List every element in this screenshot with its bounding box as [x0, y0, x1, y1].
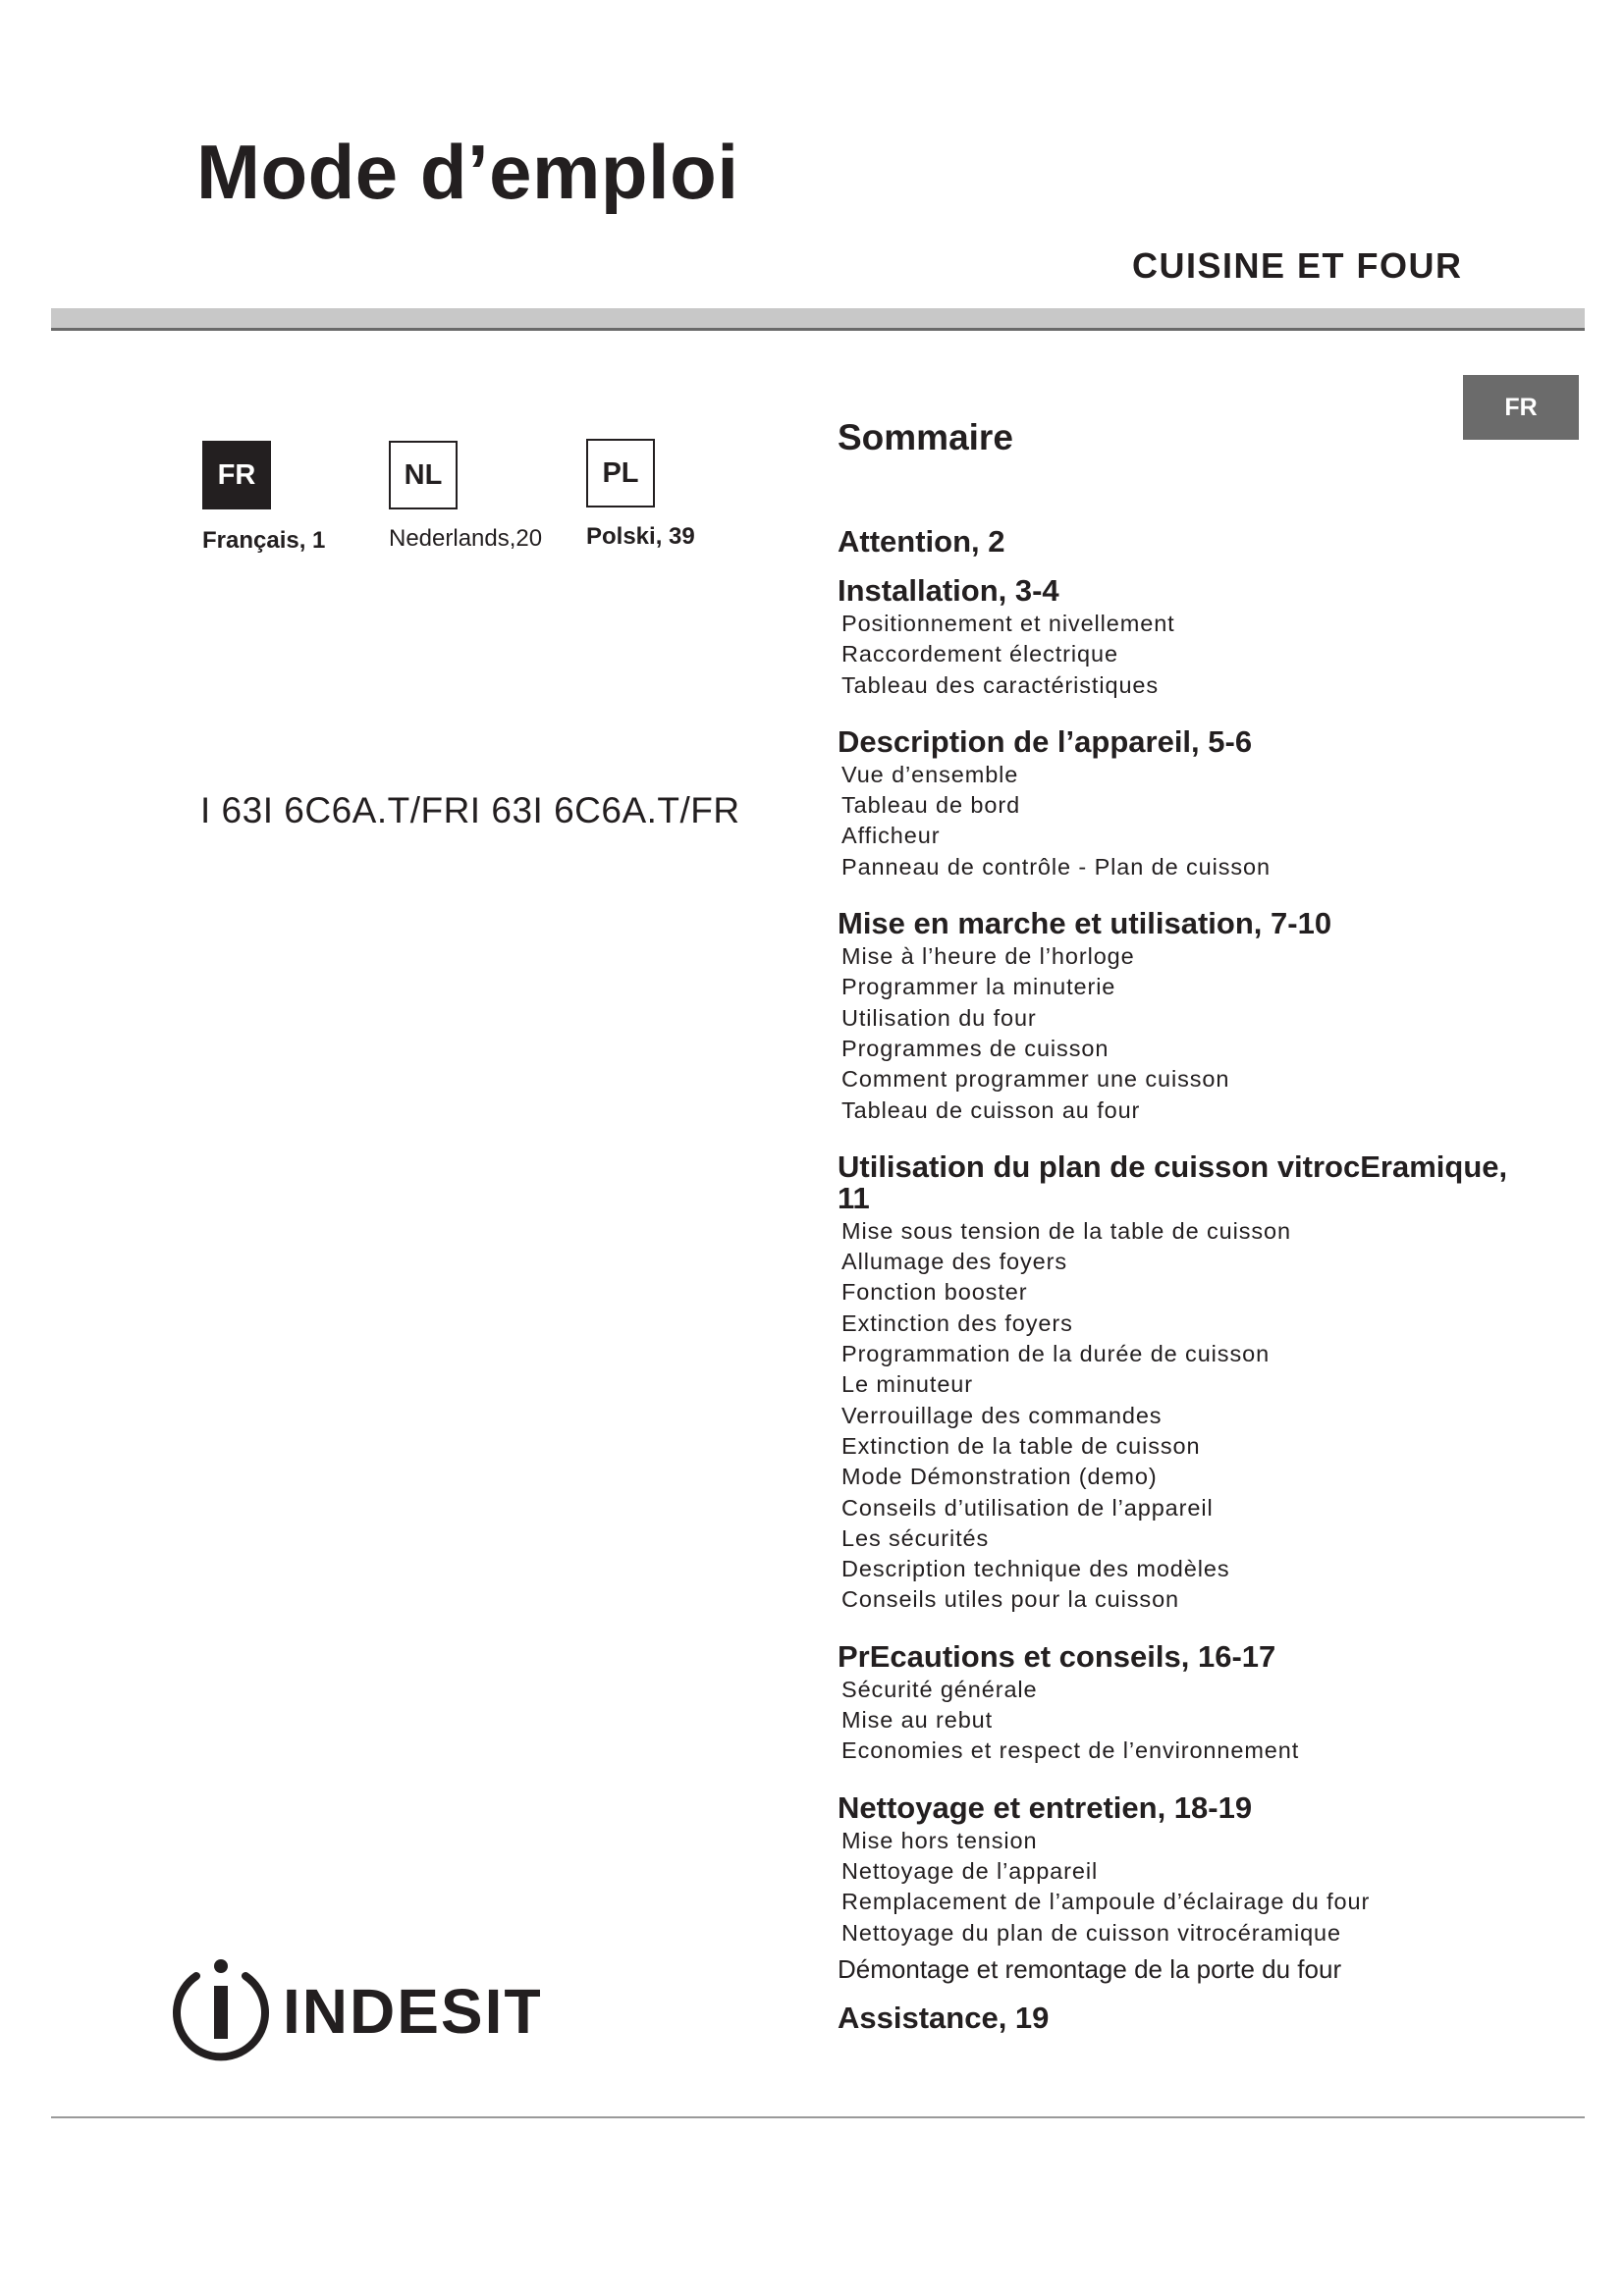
- toc-entry[interactable]: Programmer la minuterie: [841, 974, 1116, 1000]
- toc-section: [838, 1789, 1544, 1985]
- toc-section: [838, 723, 1544, 882]
- toc-entry[interactable]: Afficheur: [841, 823, 941, 849]
- toc-entry[interactable]: Economies et respect de l’environnement: [841, 1737, 1300, 1764]
- toc-entry[interactable]: Raccordement électrique: [841, 641, 1118, 667]
- toc-entry[interactable]: Sécurité générale: [841, 1676, 1038, 1702]
- indesit-logo: [167, 1958, 540, 2066]
- toc-entry[interactable]: Le minuteur: [841, 1371, 973, 1398]
- toc-section-heading[interactable]: PrEcautions et conseils, 16-17: [838, 1638, 1276, 1674]
- toc-entry[interactable]: Description technique des modèles: [841, 1556, 1230, 1582]
- language-pl-label: Polski, 39: [586, 523, 695, 550]
- header-divider-bar: [51, 308, 1585, 328]
- toc-entry[interactable]: Tableau de cuisson au four: [841, 1096, 1141, 1123]
- toc-section-heading[interactable]: Description de l’appareil, 5-6: [838, 723, 1253, 759]
- toc-entry[interactable]: Fonction booster: [841, 1279, 1028, 1306]
- toc-entry[interactable]: Mode Démonstration (demo): [841, 1464, 1158, 1490]
- page-title: Mode d’emploi: [196, 129, 739, 215]
- toc-title: Sommaire: [838, 417, 1013, 457]
- toc-entry[interactable]: Démontage et remontage de la porte du four: [838, 1953, 1342, 1984]
- logo-wordmark: INDESIT: [283, 1976, 540, 2047]
- toc-section-heading[interactable]: Assistance, 19: [838, 2001, 1050, 2036]
- toc-entry[interactable]: Nettoyage de l’appareil: [841, 1857, 1099, 1884]
- toc-section-heading[interactable]: Nettoyage et entretien, 18-19: [838, 1789, 1253, 1825]
- toc-entry[interactable]: Les sécurités: [841, 1524, 990, 1551]
- indesit-logo-icon: [167, 1958, 540, 2066]
- language-fr-label: Français, 1: [202, 527, 326, 554]
- toc-section-heading[interactable]: Mise en marche et utilisation, 7-10: [838, 906, 1332, 941]
- toc-entry[interactable]: Conseils utiles pour la cuisson: [841, 1586, 1180, 1613]
- table-of-contents: [838, 417, 1544, 2059]
- toc-entry[interactable]: Programmes de cuisson: [841, 1035, 1110, 1061]
- current-language-tab: FR: [1463, 375, 1579, 440]
- toc-section-heading[interactable]: Installation, 3-4: [838, 573, 1059, 608]
- toc-entry[interactable]: Programmation de la durée de cuisson: [841, 1341, 1271, 1367]
- toc-entry[interactable]: Mise hors tension: [841, 1827, 1038, 1853]
- language-nl-button[interactable]: NL: [389, 441, 458, 509]
- toc-section: [838, 908, 1544, 1126]
- toc-entry[interactable]: Mise sous tension de la table de cuisson: [841, 1217, 1291, 1244]
- language-fr-button[interactable]: FR: [202, 441, 271, 509]
- toc-entry[interactable]: Tableau des caractéristiques: [841, 671, 1160, 698]
- toc-entry[interactable]: Positionnement et nivellement: [841, 611, 1175, 636]
- language-nl-label: Nederlands,20: [389, 525, 543, 552]
- toc-entry[interactable]: Mise à l’heure de l’horloge: [841, 943, 1135, 970]
- toc-section: [838, 575, 1544, 701]
- toc-section-heading[interactable]: Utilisation du plan de cuisson vitrocEramique, 11: [838, 1148, 1508, 1215]
- toc-section: [838, 2002, 1544, 2034]
- header-divider-line: [51, 328, 1585, 331]
- toc-entry[interactable]: Nettoyage du plan de cuisson vitrocéramique: [841, 1919, 1341, 1946]
- model-number: I 63I 6C6A.T/FRI 63I 6C6A.T/FR: [200, 790, 740, 830]
- toc-entry[interactable]: Utilisation du four: [841, 1004, 1037, 1031]
- toc-entry[interactable]: Verrouillage des commandes: [841, 1402, 1163, 1428]
- toc-section: [838, 1148, 1544, 1616]
- toc-section: [838, 526, 1544, 558]
- toc-entry[interactable]: Mise au rebut: [841, 1707, 994, 1734]
- toc-entry[interactable]: Extinction des foyers: [841, 1309, 1073, 1336]
- toc-section: [838, 1638, 1544, 1767]
- toc-sections: [838, 526, 1544, 2034]
- toc-entry[interactable]: Comment programmer une cuisson: [841, 1066, 1230, 1093]
- footer-divider: [51, 2116, 1585, 2118]
- toc-entry[interactable]: Conseils d’utilisation de l’appareil: [841, 1494, 1214, 1521]
- toc-entry[interactable]: Vue d’ensemble: [841, 761, 1019, 787]
- toc-section-heading[interactable]: Attention, 2: [838, 524, 1005, 559]
- document-subtitle: CUISINE ET FOUR: [1132, 245, 1463, 286]
- toc-entry[interactable]: Panneau de contrôle - Plan de cuisson: [841, 853, 1271, 880]
- toc-entry[interactable]: Remplacement de l’ampoule d’éclairage du four: [841, 1889, 1371, 1915]
- toc-entry[interactable]: Allumage des foyers: [841, 1249, 1068, 1275]
- language-pl-button[interactable]: PL: [586, 439, 655, 507]
- toc-entry[interactable]: Tableau de bord: [841, 792, 1021, 819]
- toc-entry[interactable]: Extinction de la table de cuisson: [841, 1432, 1201, 1459]
